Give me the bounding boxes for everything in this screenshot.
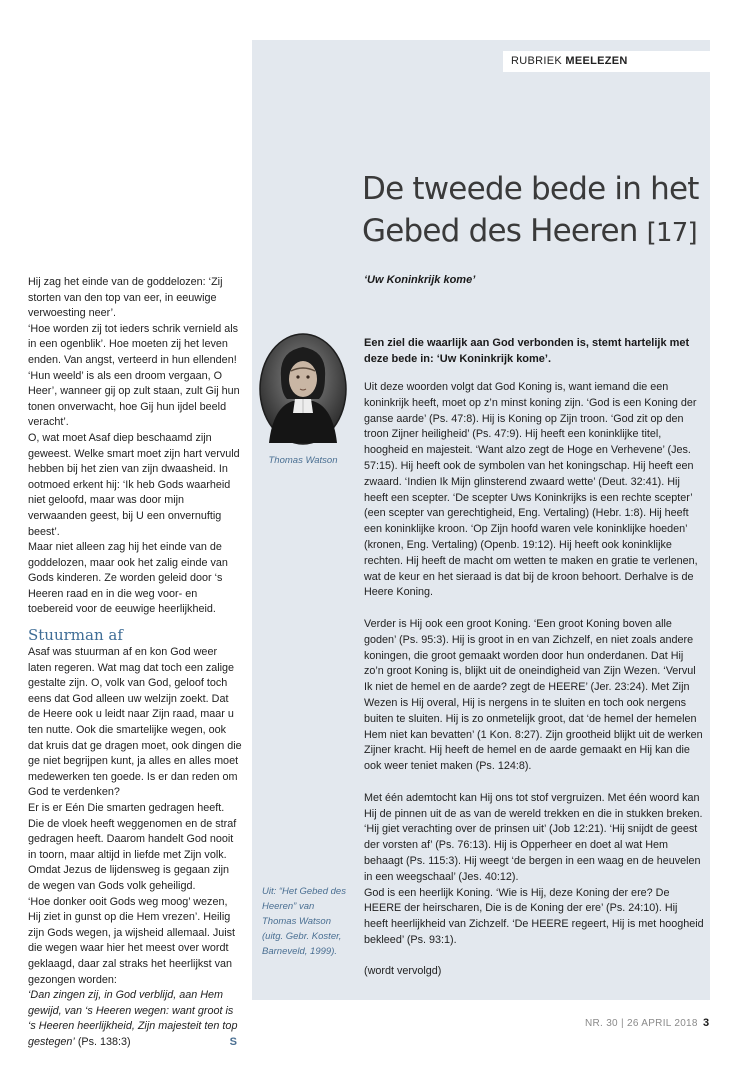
body-paragraph: Uit deze woorden volgt dat God Koning is, want iemand die een koninkrijk heeft, moet op z’n minst koning zijn. ‘God is een Koning der ganse aarde’ (Ps. 47:8). Hij is Koning op Zijn troon. ‘God zit op den troon Zijner heiligheid’ (Ps. 47:9). Hij heeft een koninklijke titel, hoogheid en majesteit. ‘Want alzo zegt de Hoge en Verhevene’ (Jes. 57:15). Hij heeft ook de symbolen van het koningschap. Hij heeft een zwaard. ‘Indien Ik Mijn glinsterend zwaard wette’ (Deut. 32:41). Hij heeft een scepter. ‘De scepter Uws Koninkrijks is een rechte scepter’ (een scepter van gerechtigheid, Eng. Vertaling) (Hebr. 1:8). Hij heeft een koninklijke kroon. ‘Op Zijn hoofd waren vele koninklijke hoeden’ (kronen, Eng. Vertaling) (Openb. 19:12). Hij heeft ook koninklijke rechten. Hij heeft de macht om wetten te maken en gratie te verlenen, wat de keur en het sieraad is dat bij de kroon behoort. Derhalve is de Heere Koning. bbox=[364, 381, 698, 599]
article-title: De tweede bede in het Gebed des Heeren [17] bbox=[362, 171, 699, 249]
page-number: 3 bbox=[703, 1017, 710, 1029]
title-number: [17] bbox=[646, 218, 697, 248]
body-paragraph: Met één ademtocht kan Hij ons tot stof vergruizen. Met één woord kan Hij de pinnen uit de as van de wereld trekken en die in stukken breken. ‘Hij giet verachting over de prinsen uit’ (Job 12:21). ‘Hij snijdt de geest der vorsten af’ (Ps. 76:13). Hij is Opperheer en doet al wat Hem behaagt (Ps. 115:3). Hij weegt ‘de bergen in een waag en de heuvelen in een weegschaal’ (Jes. 40:12). bbox=[364, 791, 703, 883]
psalm-quote-text: ‘Dan zingen zij, in God verblijd, aan Hem gewijd, van ‘s Heeren wegen: want groot is ‘s Heeren heerlijkheid, Zijn majesteit ten top gestegen’ bbox=[28, 989, 238, 1048]
body-paragraph: ‘Hoe donker ooit Gods weg moog’ wezen, Hij ziet in gunst op die Hem vrezen’. Heilig zijn Gods wegen, ja wijsheid allemaal. Juist die wegen waar hier het meest over wordt geklaagd, daar zal straks het heerlijkst van gezongen worden: bbox=[28, 895, 236, 986]
body-paragraph: Maar niet alleen zag hij het einde van de goddelozen, maar ook het zalig einde van Gods kinderen. Ze worden geleid door ‘s Heeren raad en in die weg voor- en toebereid voor de eeuwige heerlijkheid. bbox=[28, 541, 228, 616]
psalm-quote-ref: (Ps. 138:3) bbox=[74, 1035, 131, 1048]
body-paragraph: Hij zag het einde van de goddelozen: ‘Zij storten van den top van eer, in eeuwige verwoesting neer’. bbox=[28, 276, 223, 320]
section-heading: Stuurman af bbox=[28, 626, 123, 645]
body-paragraph: O, wat moet Asaf diep beschaamd zijn geweest. Welke smart moet zijn hart vervuld hebben bij het zien van zijn dwaasheid. In ootmoed erkent hij: ‘Ik heb Gods waarheid niet geloofd, maar was door mijn verwaanden geest, bij U een onvernuftig beest’. bbox=[28, 431, 240, 538]
portrait-caption: Thomas Watson bbox=[268, 455, 338, 466]
psalm-quote bbox=[28, 988, 243, 1050]
article-lead: Een ziel die waarlijk aan God verbonden is, stemt hartelijk met deze bede in: ‘Uw Koninkrijk kome’. bbox=[364, 337, 690, 365]
source-caption: Uit: “Het Gebed des Heeren” van Thomas Watson (uitg. Gebr. Koster, Barneveld, 1999). bbox=[262, 886, 346, 957]
body-paragraph: Verder is Hij ook een groot Koning. ‘Een groot Koning boven alle goden’ (Ps. 95:3). Hij is groot in en van Zichzelf, en niet zoals andere koningen, die groot gemaakt worden door hun onderdanen. Dat Hij zo’n groot Koning is, blijkt uit de oneindigheid van Zijn Wezen. ‘Vervul Ik niet de hemel en de aarde? zegt de HEERE’ (Jer. 23:24). Met Zijn Wezen is Hij overal, Hij is nergens in te sluiten en toch ook nergens buiten te sluiten. Hij is zo onmetelijk groot, dat ‘de hemel der hemelen Hem niet kan bevatten’ (1 Kon. 8:27). Zijn grootheid blijkt uit de werken Zijner kracht. Hij heeft de hemel en de aarde gemaakt en Hij kan die ook weer teniet maken (Ps. 124:8). bbox=[364, 617, 703, 773]
end-mark-icon: S bbox=[229, 1035, 237, 1048]
rubriek-label: RUBRIEK MEELEZEN bbox=[503, 51, 710, 72]
rubriek-name: MEELEZEN bbox=[565, 55, 628, 67]
issue-info: NR. 30 | 26 APRIL 2018 bbox=[585, 1018, 698, 1029]
body-paragraph: Asaf was stuurman af en kon God weer laten regeren. Wat mag dat toch een zalige gestalte zijn. O, volk van God, geloof toch eens dat God alleen uw welzijn zoekt. Dat de Heere ook u leidt naar Zijn raad, maar u ten nutte. Ook die smartelijke wegen, ook dat kruis dat ge dragen moet, ook dingen die ge niet begrijpen kunt, ja alles en alles moet medewerken ten goede. Is er dan reden om God te verdenken? bbox=[28, 646, 242, 799]
thomas-watson-portrait bbox=[259, 333, 347, 445]
body-paragraph: ‘Hoe worden zij tot ieders schrik vernield als in een ogenblik’. Hoe moeten zij het leven enden. Van angst, verteerd in hun ellenden! ‘Hun weeld’ is als een droom vergaan, O Heer’, wanneer gij op zult staan, zult Gij hun tonen onverwacht, hoe Gij hun ijdel beeld veracht’. bbox=[28, 322, 240, 429]
body-paragraph: God is een heerlijk Koning. ‘Wie is Hij, deze Koning der ere? De HEERE der heirscharen, Die is de Koning der ere’ (Ps. 24:10). Hij heeft heerlijkheid van Zichzelf. ‘De HEERE regeert, Hij is met hoogheid bekleed’ (Ps. 93:1). bbox=[364, 886, 704, 946]
article-body-left bbox=[28, 275, 243, 1051]
article-subtitle: ‘Uw Koninkrijk kome’ bbox=[364, 274, 476, 286]
to-be-continued: (wordt vervolgd) bbox=[364, 965, 442, 978]
body-paragraph: Er is er Eén Die smarten gedragen heeft. Die de vloek heeft weggenomen en de straf gedragen heeft. Daarom handelt God nooit in toorn, maar altijd in liefde met Zijn volk. Omdat Jezus de lijdensweg is gegaan zijn de wegen van Gods volk geheiligd. bbox=[28, 802, 237, 892]
article-body-right bbox=[364, 380, 704, 996]
